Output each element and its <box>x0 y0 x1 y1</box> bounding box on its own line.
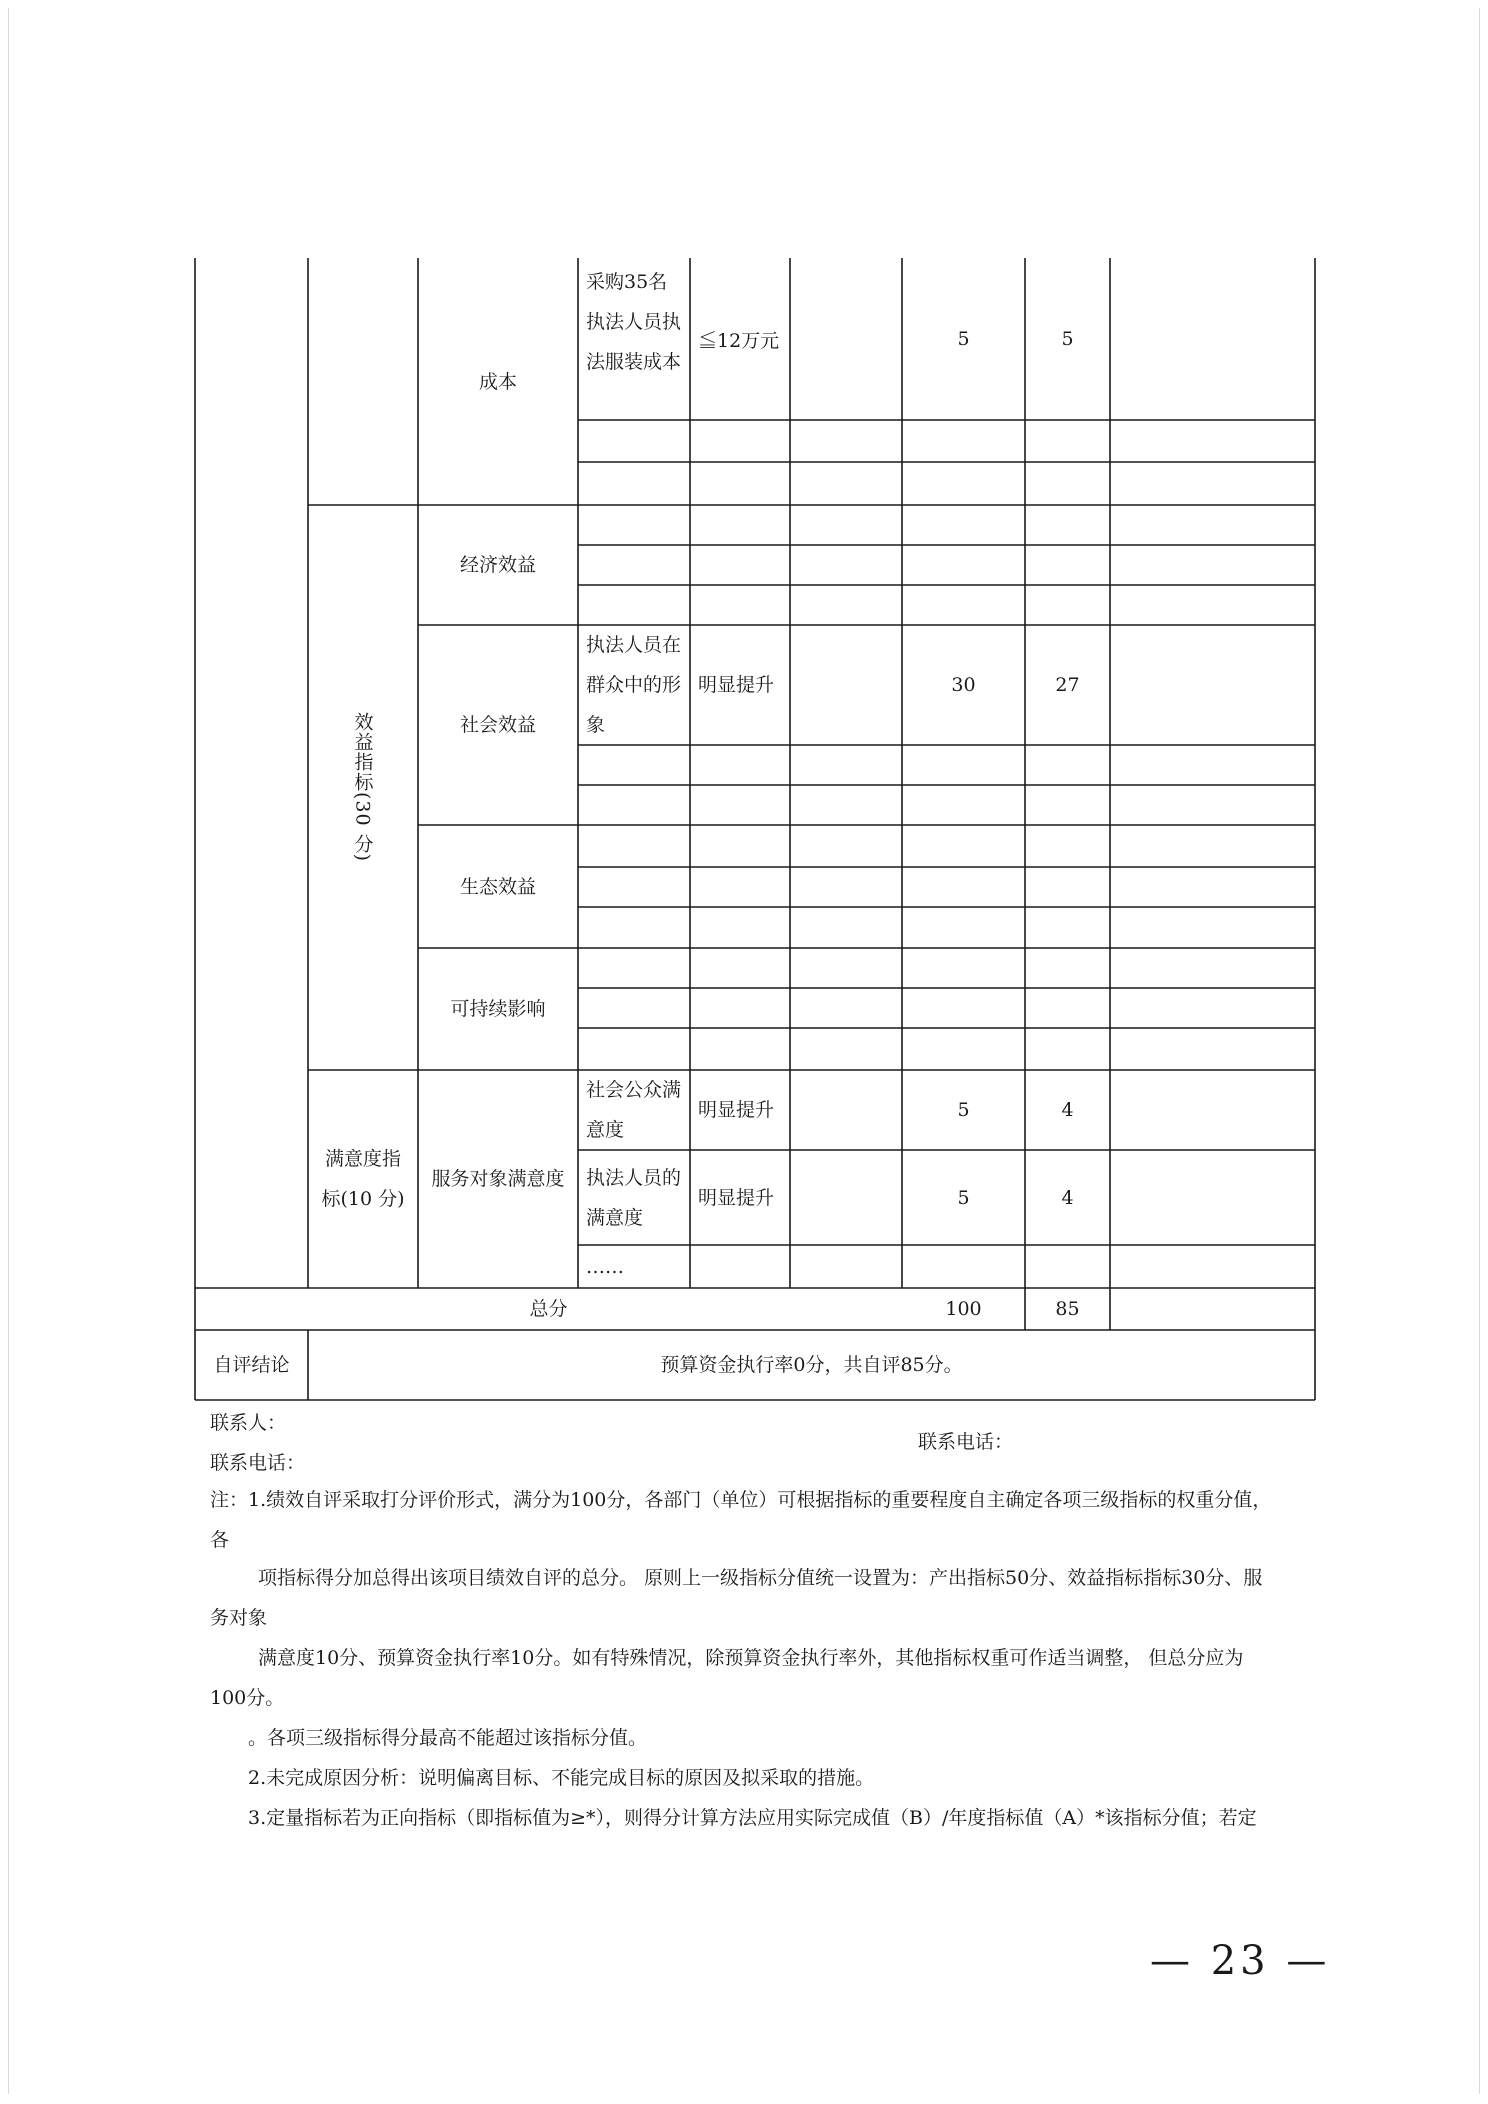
public-satisfaction-item: 社会公众满意度 <box>586 1079 682 1141</box>
contact-phone: 联系电话： <box>210 1452 306 1474</box>
note-line-9: 3.定量指标若为正向指标（即指标值为≥*），则得分计算方法应用实际完成值（B）/年度指标值（A）*该指标分值；若定 <box>248 1807 1257 1829</box>
total-weight: 100 <box>945 1298 982 1320</box>
cost-target: ≦12万元 <box>698 330 780 352</box>
note-line-1: 注：1.绩效自评采取打分评价形式，满分为100分，各部门（单位）可根据指标的重要程度自主确定各项三级指标的权重分值， <box>210 1489 1272 1511</box>
economic-benefit-category: 经济效益 <box>459 554 536 576</box>
note-line-6: 100分。 <box>210 1687 285 1709</box>
note-line-4: 务对象 <box>210 1607 268 1629</box>
cost-weight: 5 <box>957 328 970 350</box>
social-benefit-score: 27 <box>1055 674 1080 696</box>
note-line-2: 各 <box>210 1529 230 1551</box>
note-line-3: 项指标得分加总得出该项目绩效自评的总分。 原则上一级指标分值统一设置为：产出指标50分、效益指标指标30分、服 <box>258 1567 1263 1589</box>
note-line-8: 2.未完成原因分析：说明偏离目标、不能完成目标的原因及拟采取的措施。 <box>248 1767 875 1789</box>
contact-phone-right: 联系电话： <box>918 1431 1014 1453</box>
cost-score: 5 <box>1061 328 1074 350</box>
social-benefit-item: 执法人员在群众中的形象 <box>586 634 682 736</box>
satisfaction-group-label: 满意度指标(10 分) <box>321 1148 405 1210</box>
sustainable-impact-category: 可持续影响 <box>450 998 546 1020</box>
benefit-group-label: 效益指标(30 分) <box>351 712 374 863</box>
staff-satisfaction-item: 执法人员的满意度 <box>586 1166 682 1229</box>
satisfaction-category: 服务对象满意度 <box>431 1168 565 1190</box>
social-benefit-weight: 30 <box>951 674 976 696</box>
note-line-7: 。各项三级指标得分最高不能超过该指标分值。 <box>248 1727 648 1749</box>
ecological-benefit-category: 生态效益 <box>459 875 536 898</box>
page-number: — 23 — <box>1150 1938 1331 1984</box>
public-satisfaction-target: 明显提升 <box>698 1099 775 1121</box>
public-satisfaction-score: 4 <box>1061 1099 1074 1121</box>
public-satisfaction-weight: 5 <box>957 1099 970 1121</box>
staff-satisfaction-target: 明显提升 <box>698 1186 775 1209</box>
conclusion-label: 自评结论 <box>213 1354 290 1376</box>
staff-satisfaction-weight: 5 <box>957 1186 970 1209</box>
cost-item: 采购35名执法人员执法服装成本 <box>586 271 682 373</box>
cost-category: 成本 <box>478 370 517 393</box>
conclusion-text: 预算资金执行率0分，共自评85分。 <box>660 1354 963 1376</box>
social-benefit-category: 社会效益 <box>459 714 536 736</box>
note-line-5: 满意度10分、预算资金执行率10分。如有特殊情况，除预算资金执行率外，其他指标权重可作适当调整， 但总分应为 <box>258 1647 1244 1669</box>
total-score: 85 <box>1055 1298 1080 1320</box>
more-satisfaction-item: …… <box>586 1255 624 1278</box>
total-label: 总分 <box>529 1298 568 1320</box>
contact-person: 联系人： <box>210 1412 287 1434</box>
social-benefit-target: 明显提升 <box>698 674 775 696</box>
staff-satisfaction-score: 4 <box>1061 1186 1074 1209</box>
